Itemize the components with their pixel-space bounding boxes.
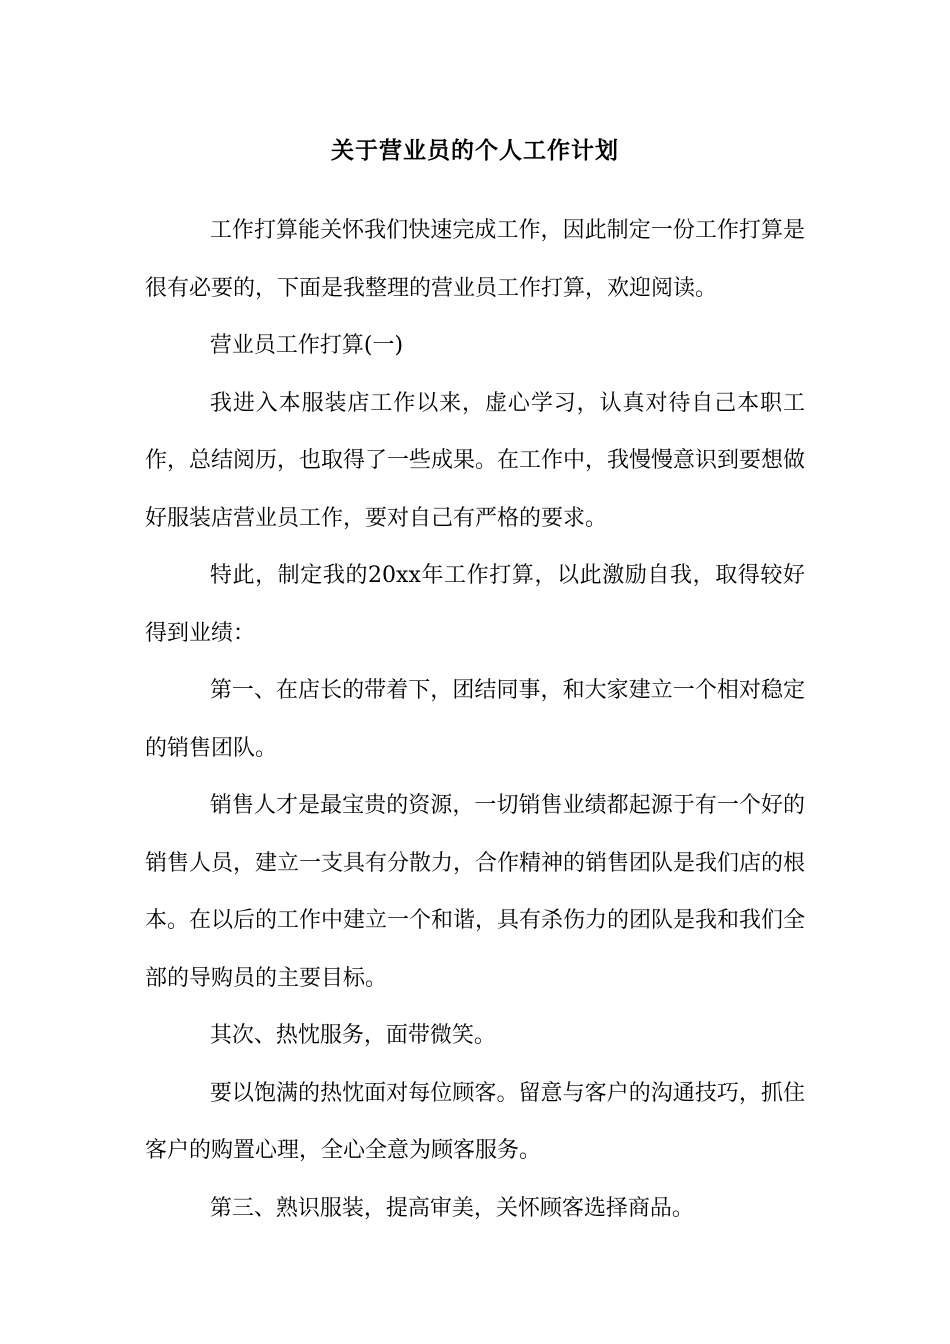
- paragraph-intro: 工作打算能关怀我们快速完成工作，因此制定一份工作打算是很有必要的，下面是我整理的营业员工作打算，欢迎阅读。: [145, 218, 805, 301]
- paragraph: 要以饱满的热忱面对每位顾客。留意与客户的沟通技巧，抓住客户的购置心理，全心全意为顾客服务。: [145, 1080, 805, 1163]
- paragraph: 销售人才是最宝贵的资源，一切销售业绩都起源于有一个好的销售人员，建立一支具有分散力，合作精神的销售团队是我们店的根本。在以后的工作中建立一个和谐，具有杀伤力的团队是我和我们全部的导购员的主要目标。: [145, 793, 806, 991]
- paragraph: 我进入本服装店工作以来，虚心学习，认真对待自己本职工作，总结阅历，也取得了一些成果。在工作中，我慢慢意识到要想做好服装店营业员工作，要对自己有严格的要求。: [145, 390, 806, 531]
- section-heading: 营业员工作打算(一): [209, 333, 404, 358]
- paragraph: 其次、热忱服务，面带微笑。: [209, 1023, 496, 1048]
- paragraph: 特此，制定我的20xx年工作打算，以此激励自我，取得较好得到业绩：: [145, 563, 805, 646]
- document-title: 关于营业员的个人工作计划: [331, 137, 619, 164]
- document-body: [145, 202, 805, 1237]
- paragraph: 第一、在店长的带着下，团结同事，和大家建立一个相对稳定的销售团队。: [145, 678, 805, 761]
- paragraph: 第三、熟识服装，提高审美，关怀顾客选择商品。: [209, 1195, 694, 1221]
